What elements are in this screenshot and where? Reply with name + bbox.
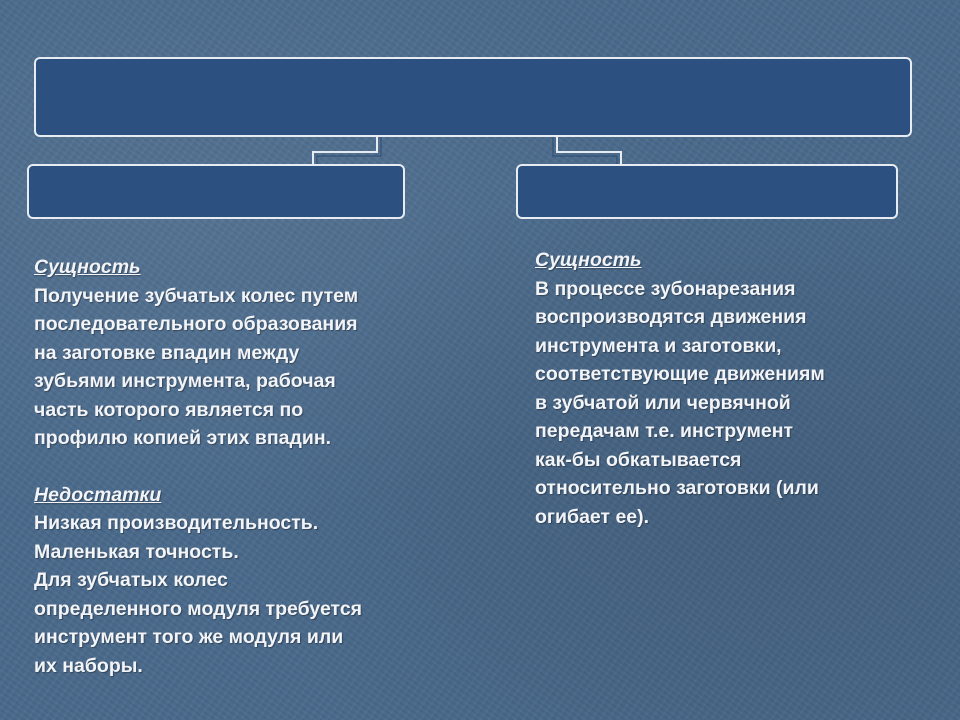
left-drawbacks-heading: Недостатки (34, 483, 162, 506)
left-drawbacks-line: Маленькая точность. (34, 540, 239, 563)
connector-right (557, 137, 621, 164)
right-essence-line: огибает ее). (535, 505, 650, 528)
left-essence-line: зубьями инструмента, рабочая (34, 370, 336, 392)
right-column (535, 246, 935, 531)
left-drawbacks-line: Низкая производительность. (34, 512, 319, 534)
left-drawbacks-line: их наборы. (34, 654, 143, 677)
connector-left (313, 137, 377, 164)
right-essence-line: В процессе зубонарезания (535, 277, 796, 300)
left-drawbacks-line: определенного модуля требуется (34, 597, 363, 620)
left-essence-line: профилю копией этих впадин. (34, 427, 332, 449)
left-drawbacks-line: Для зубчатых колес (34, 569, 228, 591)
right-essence-line: воспроизводятся движения (535, 306, 807, 328)
right-essence-heading: Сущность (535, 249, 642, 271)
right-essence-line: соответствующие движениям (535, 363, 825, 385)
right-essence-line: инструмента и заготовки, (535, 334, 782, 357)
right-essence-line: в зубчатой или червячной (535, 391, 791, 414)
right-essence-line: как-бы обкатывается (535, 448, 742, 471)
left-essence-line: Получение зубчатых колес путем (34, 284, 359, 307)
left-essence-line: последовательного образования (34, 313, 358, 335)
right-essence-line: передачам т.е. инструмент (535, 420, 794, 442)
paragraph-gap (34, 453, 454, 481)
left-essence-heading: Сущность (34, 256, 141, 278)
left-essence-line: часть которого является по (34, 398, 304, 421)
left-column (34, 253, 454, 680)
left-essence-line: на заготовке впадин между (34, 341, 300, 364)
right-essence-line: относительно заготовки (или (535, 477, 819, 499)
left-drawbacks-line: инструмент того же модуля или (34, 626, 344, 648)
